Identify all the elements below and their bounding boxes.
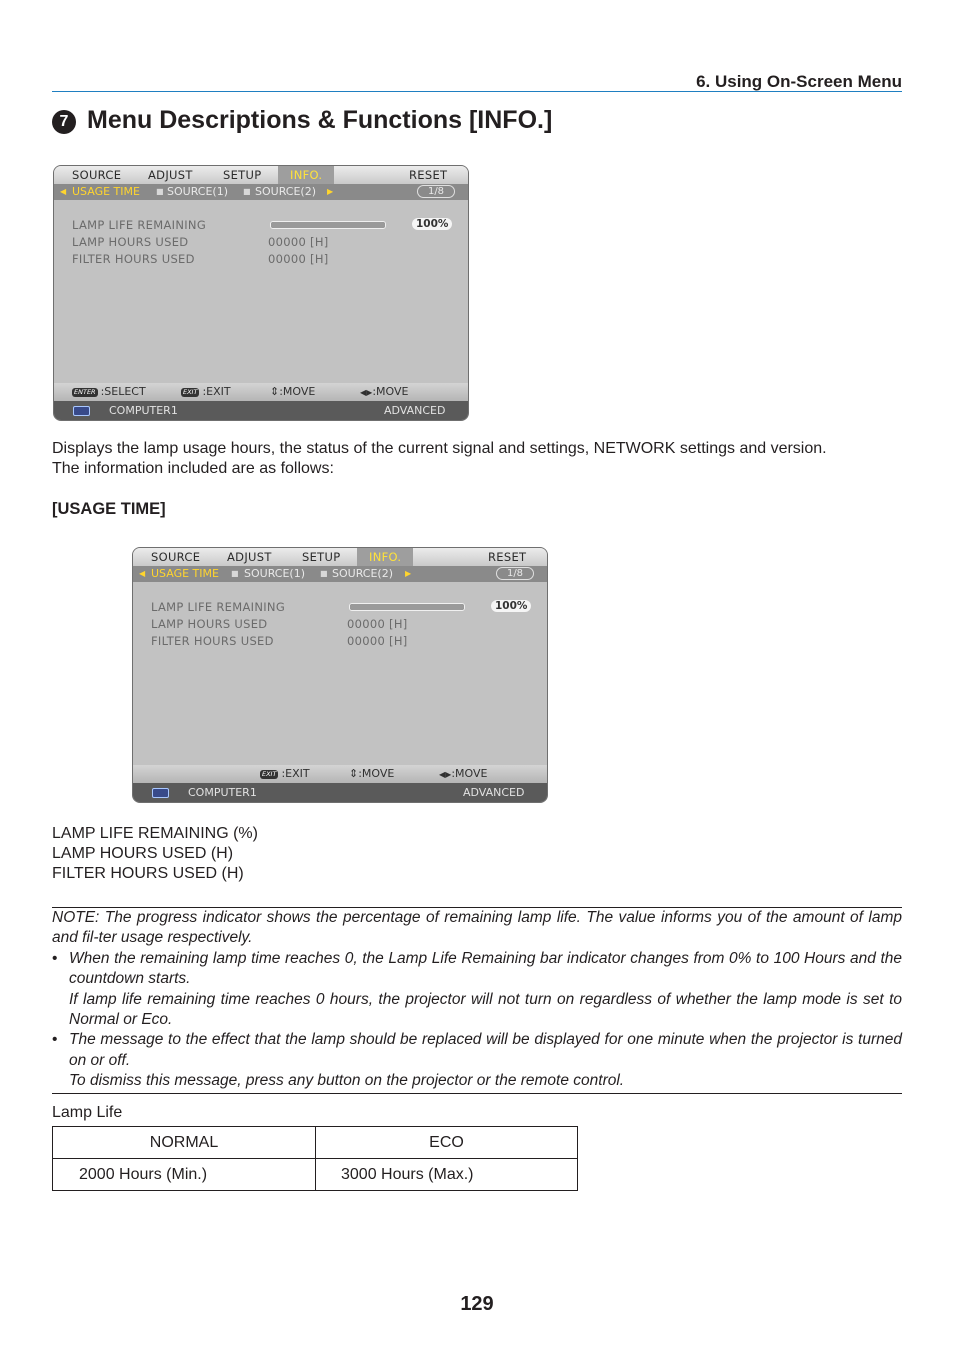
dot-separator-icon: ■ — [156, 187, 164, 196]
lamp-life-percent: 100% — [491, 600, 531, 612]
nav-move-updown — [349, 767, 394, 780]
osd-body — [133, 582, 547, 765]
note-bullet: • The message to the effect that the lamp should be replaced will be displayed for one minute when the projector is turned on or off. — [52, 1030, 902, 1071]
table-header-cell: NORMAL — [53, 1127, 316, 1159]
osd-tab-source[interactable]: SOURCE — [72, 168, 122, 182]
table-cell: 3000 Hours (Max.) — [316, 1159, 578, 1191]
status-input: COMPUTER1 — [188, 786, 257, 799]
lamp-life-caption: Lamp Life — [52, 1104, 123, 1121]
osd-subtab-source1[interactable]: SOURCE(1) — [244, 567, 305, 580]
note-intro: NOTE: The progress indicator shows the percentage of remaining lamp life. The value informs you of the amount of lamp and fil-ter usage respectively. — [52, 909, 902, 947]
osd-status-bar — [133, 783, 547, 802]
osd-row-value: 00000 [H] — [268, 252, 329, 266]
osd-tab-bar — [54, 166, 468, 184]
osd-tab-bar — [133, 548, 547, 566]
osd-page-indicator: 1/8 — [496, 567, 534, 580]
page-number: 129 — [460, 1293, 494, 1315]
dot-separator-icon: ■ — [243, 187, 251, 196]
osd-subtab-source2[interactable]: SOURCE(2) — [332, 567, 393, 580]
dot-separator-icon: ■ — [320, 569, 328, 578]
nav-move-label: :MOVE — [358, 767, 395, 780]
lamp-life-bar-fill — [271, 222, 385, 228]
osd-row-value: 00000 [H] — [347, 617, 408, 631]
osd-row-label: FILTER HOURS USED — [72, 252, 195, 266]
osd-tab-info[interactable]: INFO. — [357, 548, 413, 566]
usage-time-heading: [USAGE TIME] — [52, 500, 166, 518]
arrow-right-icon[interactable]: ▶ — [405, 569, 412, 578]
osd-row-label: LAMP HOURS USED — [72, 235, 189, 249]
nav-exit — [181, 385, 231, 398]
exit-key-icon: EXIT — [183, 388, 198, 396]
nav-move-label: :MOVE — [451, 767, 488, 780]
enter-key-icon: ENTER — [74, 388, 96, 396]
computer-input-icon — [73, 406, 90, 416]
nav-select — [72, 385, 146, 398]
osd-row-label: FILTER HOURS USED — [151, 634, 274, 648]
left-right-arrows-icon: ◀▶ — [360, 388, 373, 397]
header-rule — [52, 91, 902, 92]
osd-menu-screenshot — [53, 165, 469, 421]
computer-input-icon — [152, 788, 169, 798]
left-right-arrows-icon: ◀▶ — [439, 770, 452, 779]
table-cell: 2000 Hours (Min.) — [53, 1159, 316, 1191]
table-row — [53, 1159, 578, 1191]
nav-move-updown — [270, 385, 315, 398]
osd-tab-adjust[interactable]: ADJUST — [148, 168, 193, 182]
lamp-life-bar — [270, 221, 386, 229]
arrow-right-icon[interactable]: ▶ — [327, 187, 334, 196]
table-header-cell: ECO — [316, 1127, 578, 1159]
osd-usage-time-screenshot — [132, 547, 548, 803]
osd-tab-setup[interactable]: SETUP — [302, 550, 341, 564]
page-title-text: Menu Descriptions & Functions [INFO.] — [87, 106, 553, 134]
nav-move-label: :MOVE — [279, 385, 316, 398]
osd-status-bar — [54, 401, 468, 420]
note-bullet-continuation: To dismiss this message, press any button on the projector or the remote control. — [69, 1072, 625, 1090]
note-bullet: • When the remaining lamp time reaches 0, the Lamp Life Remaining bar indicator changes from 0% to 100 Hours and the countdown starts. — [52, 949, 902, 990]
osd-nav-bar — [54, 383, 468, 401]
table-header-row — [53, 1127, 578, 1159]
usage-item: LAMP HOURS USED (H) — [52, 845, 234, 862]
lamp-life-bar — [349, 603, 465, 611]
osd-page-indicator: 1/8 — [417, 185, 455, 198]
page-title — [52, 106, 552, 135]
status-mode: ADVANCED — [463, 786, 525, 799]
dot-separator-icon: ■ — [231, 569, 239, 578]
osd-nav-bar — [133, 765, 547, 783]
osd-subtab-source2[interactable]: SOURCE(2) — [255, 185, 316, 198]
description-line-1: Displays the lamp usage hours, the status of the current signal and settings, NETWORK settings and version. — [52, 440, 827, 457]
nav-move-label: :MOVE — [372, 385, 409, 398]
lamp-life-table — [52, 1126, 578, 1191]
nav-move-leftright — [439, 767, 487, 780]
note-box — [52, 907, 902, 1094]
osd-body — [54, 200, 468, 383]
description-line-2: The information included are as follows: — [52, 460, 334, 477]
osd-row-label: LAMP LIFE REMAINING — [72, 218, 207, 232]
usage-item: FILTER HOURS USED (H) — [52, 865, 244, 882]
osd-row-value: 00000 [H] — [347, 634, 408, 648]
osd-subtab-usage-time[interactable]: USAGE TIME — [151, 567, 219, 580]
up-down-arrows-icon: ⇕ — [270, 385, 280, 398]
lamp-life-percent: 100% — [412, 218, 452, 230]
osd-tab-reset[interactable]: RESET — [488, 550, 527, 564]
osd-tab-source[interactable]: SOURCE — [151, 550, 201, 564]
usage-item: LAMP LIFE REMAINING (%) — [52, 825, 258, 842]
nav-select-label: :SELECT — [100, 385, 146, 398]
nav-exit — [260, 767, 310, 780]
exit-key-icon: EXIT — [262, 770, 277, 778]
up-down-arrows-icon: ⇕ — [349, 767, 359, 780]
arrow-left-icon[interactable]: ◀ — [139, 569, 146, 578]
nav-move-leftright — [360, 385, 408, 398]
note-bullet-continuation: If lamp life remaining time reaches 0 hours, the projector will not turn on regardless of whether the lamp mode is set to Normal or Eco. — [69, 990, 902, 1029]
osd-tab-info[interactable]: INFO. — [278, 166, 334, 184]
osd-row-value: 00000 [H] — [268, 235, 329, 249]
lamp-life-bar-fill — [350, 604, 464, 610]
arrow-left-icon[interactable]: ◀ — [60, 187, 67, 196]
section-number-badge: 7 — [52, 110, 76, 134]
nav-exit-label: :EXIT — [202, 385, 231, 398]
status-input: COMPUTER1 — [109, 404, 178, 417]
osd-tab-adjust[interactable]: ADJUST — [227, 550, 272, 564]
osd-tab-setup[interactable]: SETUP — [223, 168, 262, 182]
osd-tab-reset[interactable]: RESET — [409, 168, 448, 182]
section-label: 6. Using On-Screen Menu — [696, 72, 902, 91]
nav-exit-label: :EXIT — [281, 767, 310, 780]
status-mode: ADVANCED — [384, 404, 446, 417]
osd-subtab-source1[interactable]: SOURCE(1) — [167, 185, 228, 198]
osd-subtab-bar — [54, 184, 468, 200]
osd-row-label: LAMP LIFE REMAINING — [151, 600, 286, 614]
osd-subtab-usage-time[interactable]: USAGE TIME — [72, 185, 140, 198]
osd-row-label: LAMP HOURS USED — [151, 617, 268, 631]
osd-subtab-bar — [133, 566, 547, 582]
